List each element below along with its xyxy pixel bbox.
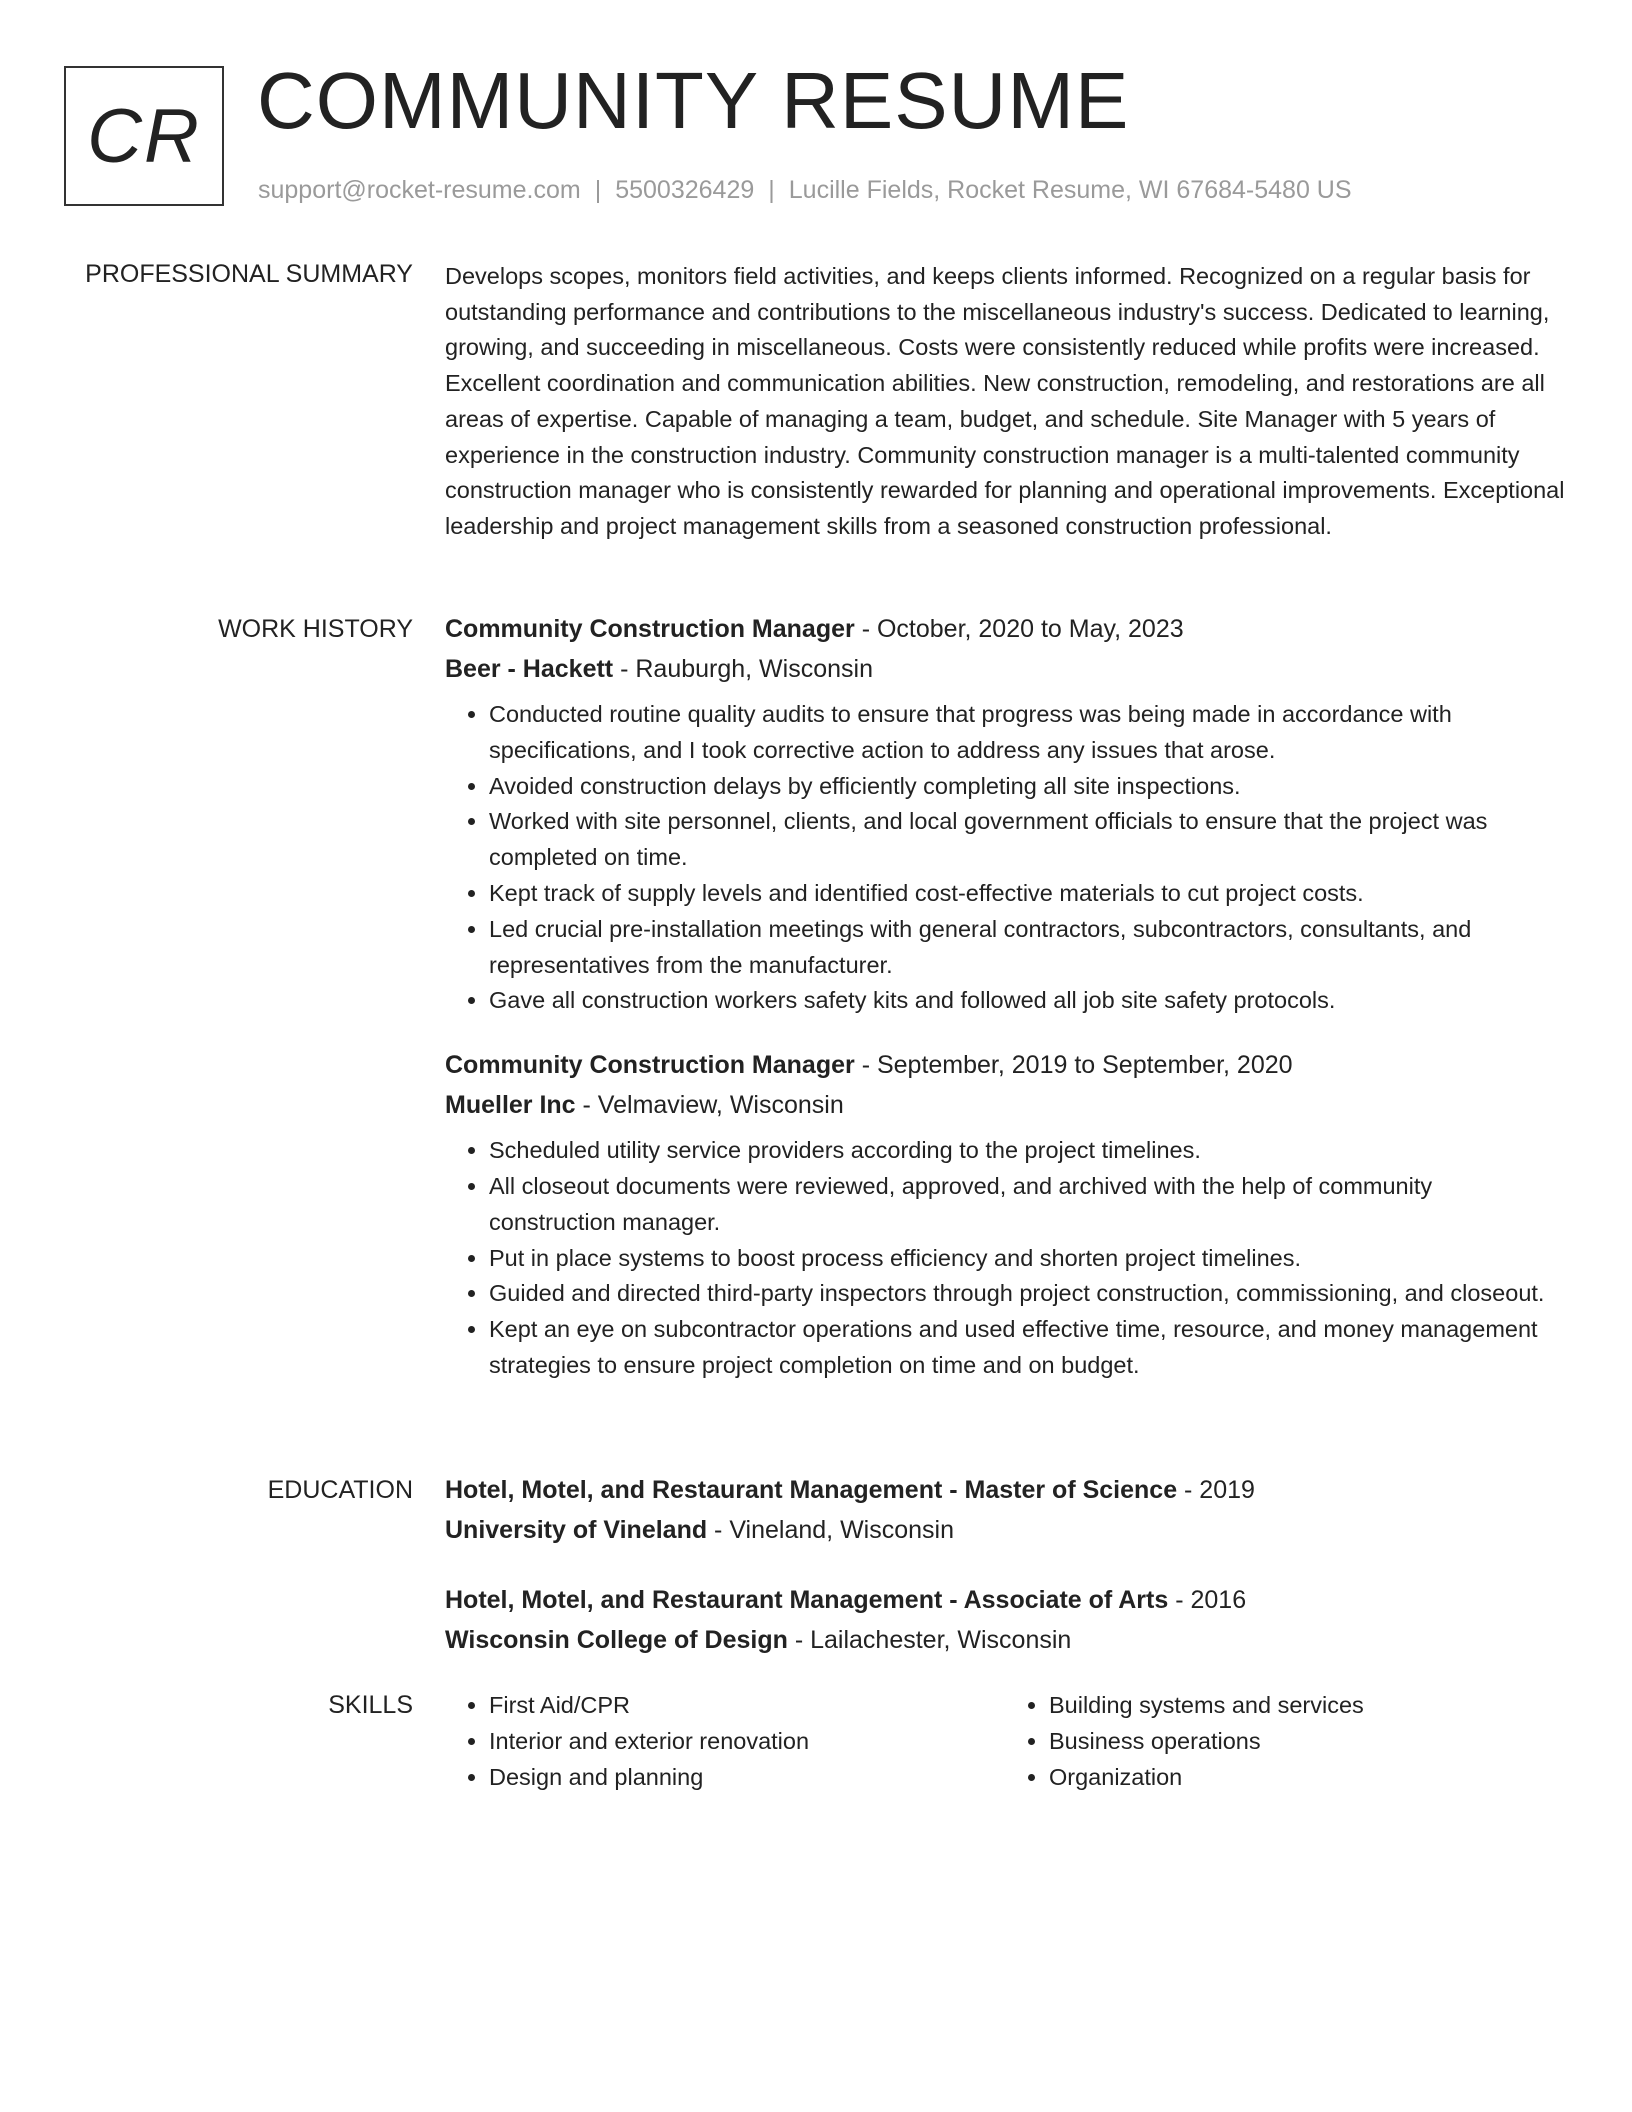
education-school-line (445, 1510, 1565, 1550)
education-school: University of Vineland (445, 1516, 708, 1544)
job-bullet-list (445, 697, 1565, 1019)
job-company: Mueller Inc (445, 1091, 576, 1120)
job-title: Community Construction Manager (445, 615, 855, 643)
contact-address: Lucille Fields, Rocket Resume, WI 67684-5480 US (788, 176, 1352, 204)
education-entry (445, 1470, 1565, 1550)
education-school-line (445, 1620, 1565, 1660)
contact-line (258, 174, 1352, 206)
skill-item: • Business operations (1049, 1724, 1565, 1760)
job-bullet: • Gave all construction workers safety kits and followed all job site safety protocols. (489, 983, 1565, 1019)
education-school: Wisconsin College of Design (445, 1626, 788, 1654)
job-title: Community Construction Manager (445, 1051, 855, 1080)
skill-item: • Interior and exterior renovation (489, 1724, 1005, 1760)
education-year: - 2016 (1168, 1586, 1247, 1614)
job-bullet: • Guided and directed third-party inspectors through project construction, commissioning, and closeout. (489, 1276, 1565, 1312)
section-label-skills: SKILLS (328, 1691, 413, 1719)
skills-columns (445, 1688, 1565, 1795)
job-company-line (445, 1085, 1565, 1125)
education-location: - Vineland, Wisconsin (707, 1516, 954, 1544)
job-bullet: • Kept an eye on subcontractor operations and used effective time, resource, and money management strategies to ensure project completion on time and on budget. (489, 1312, 1565, 1384)
summary-content (445, 259, 1565, 545)
job-bullet: • Scheduled utility service providers according to the project timelines. (489, 1133, 1565, 1169)
skills-list-right (1005, 1688, 1565, 1795)
job-location: - Velmaview, Wisconsin (575, 1091, 844, 1120)
education-entry (445, 1580, 1565, 1660)
education-degree: Hotel, Motel, and Restaurant Management - Associate of Arts (445, 1586, 1169, 1614)
job-bullet: • Led crucial pre-installation meetings with general contractors, subcontractors, consultants, and representatives from the manufacturer. (489, 912, 1565, 984)
contact-separator: | (594, 176, 602, 204)
job-bullet: • Worked with site personnel, clients, and local government officials to ensure that the project was completed on time. (489, 804, 1565, 876)
education-degree-line (445, 1580, 1565, 1620)
job-company-line (445, 649, 1565, 689)
job-bullet: • Avoided construction delays by efficiently completing all site inspections. (489, 769, 1565, 805)
skills-content (445, 1688, 1565, 1795)
skill-item: • Design and planning (489, 1760, 1005, 1796)
job-dates: - September, 2019 to September, 2020 (854, 1051, 1293, 1080)
skill-item: • Organization (1049, 1760, 1565, 1796)
job-bullet: • All closeout documents were reviewed, approved, and archived with the help of community construction manager. (489, 1169, 1565, 1241)
section-label-summary: PROFESSIONAL SUMMARY (85, 260, 413, 288)
resume-name: COMMUNITY RESUME (257, 56, 1130, 145)
job-title-line (445, 1045, 1565, 1085)
education-degree: Hotel, Motel, and Restaurant Management - Master of Science (445, 1476, 1178, 1504)
work-history-content (445, 609, 1565, 1410)
contact-phone: 5500326429 (615, 176, 755, 204)
job-bullet: • Conducted routine quality audits to ensure that progress was being made in accordance with specifications, and I took corrective action to address any issues that arose. (489, 697, 1565, 769)
job-bullet-list (445, 1133, 1565, 1384)
job-entry (445, 1045, 1565, 1384)
education-location: - Lailachester, Wisconsin (787, 1626, 1072, 1654)
job-title-line (445, 609, 1565, 649)
education-year: - 2019 (1177, 1476, 1255, 1504)
monogram-logo: CR (64, 66, 224, 206)
contact-email: support@rocket-resume.com (258, 176, 581, 204)
skill-item: • First Aid/CPR (489, 1688, 1005, 1724)
skills-list-left (445, 1688, 1005, 1795)
summary-text: Develops scopes, monitors field activities, and keeps clients informed. Recognized on a regular basis for outstanding performance and contributions to the miscellaneous industry's success. Dedicated to learning, growing, and succeeding in miscellaneous. Costs were consistently reduced while profits were increased. Excellent coordination and communication abilities. New construction, remodeling, and restorations are all areas of expertise. Capable of managing a team, budget, and schedule. Site Manager with 5 years of experience in the construction industry. Community construction manager is a multi-talented community construction manager who is consistently rewarded for planning and operational improvements. Exceptional leadership and project management skills from a seasoned construction professional. (445, 263, 1565, 539)
job-bullet: • Kept track of supply levels and identified cost-effective materials to cut project costs. (489, 876, 1565, 912)
job-location: - Rauburgh, Wisconsin (613, 655, 873, 683)
section-label-work-history: WORK HISTORY (218, 615, 413, 643)
education-degree-line (445, 1470, 1565, 1510)
job-company: Beer - Hackett (445, 655, 614, 683)
education-content (445, 1470, 1565, 1690)
skill-item: • Building systems and services (1049, 1688, 1565, 1724)
job-bullet: • Put in place systems to boost process efficiency and shorten project timelines. (489, 1241, 1565, 1277)
job-dates: - October, 2020 to May, 2023 (854, 615, 1184, 643)
section-label-education: EDUCATION (267, 1476, 413, 1504)
contact-separator: | (768, 176, 775, 204)
job-entry (445, 609, 1565, 1019)
